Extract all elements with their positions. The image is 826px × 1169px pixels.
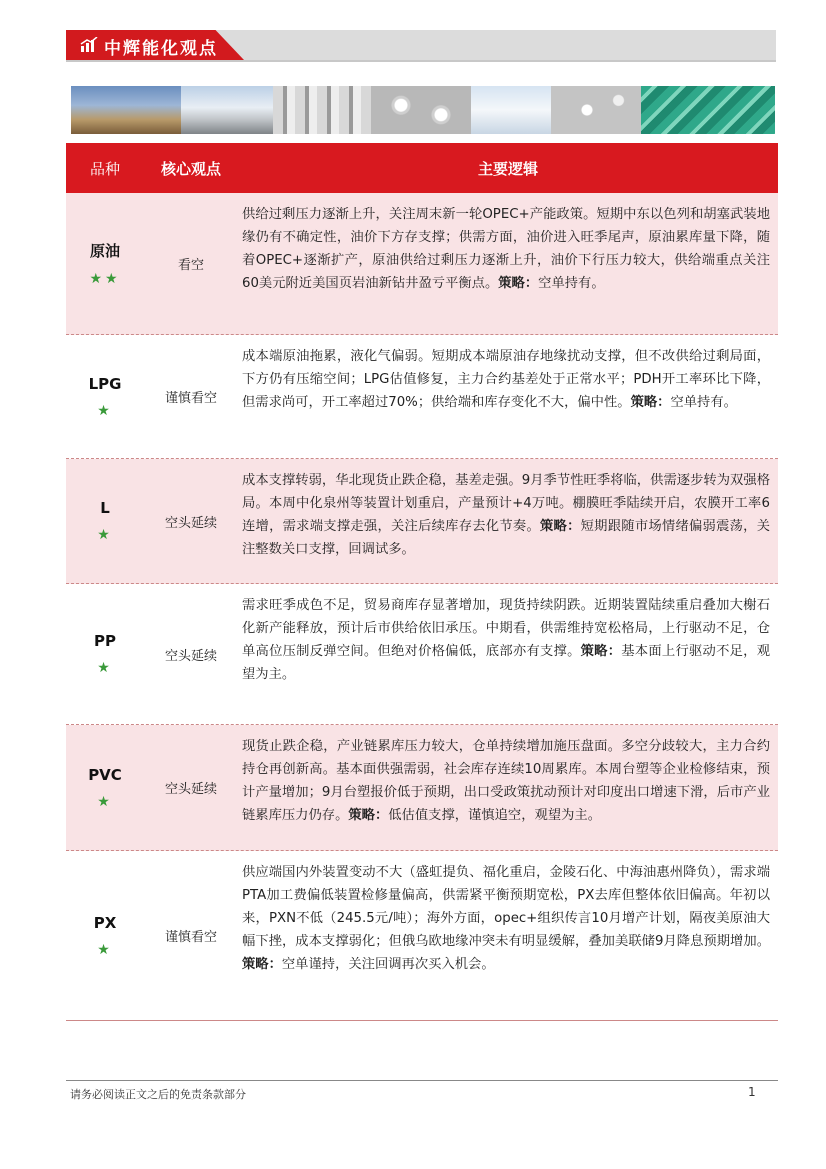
- oil-pump-photo: [71, 86, 181, 134]
- logic-body: 供应端国内外装置变动不大（盛虹提负、福化重启，金陵石化、中海油惠州降负），需求端PTA加工费偏低装置检修量偏高，供需紧平衡预期宽松，PX去库但整体依旧偏高。年初以来，PXN不低（245.5元/吨）；海外方面，opec+组织传言10月增产计划，隔夜美原油大幅下挫，成本支撑弱化；但俄乌欧地缘冲突未有明显缓解，叠加美联储9月降息预期增加。: [242, 865, 770, 949]
- pipes-photo: [273, 86, 371, 134]
- logic-body: 供给过剩压力逐渐上升，关注周末新一轮OPEC+产能政策。短期中东以色列和胡塞武装地缘仍有不确定性，油价下方存支撑；供需方面，油价进入旺季尾声，原油累库量下降，随着OPEC+逐渐扩产，原油供给过剩压力逐渐上升，油价下行压力较大，供给端重点关注60美元附近美国页岩油新钻井盈亏平衡点。: [242, 207, 770, 291]
- logic-text: [238, 584, 778, 724]
- core-view: 谨慎看空: [164, 391, 217, 406]
- core-view: 谨慎看空: [164, 930, 217, 945]
- product-photo-strip: [71, 86, 775, 134]
- logic-text: [238, 851, 778, 1020]
- strategy-text: 空单持有。: [538, 276, 605, 291]
- table-row: [66, 584, 778, 725]
- table-row: [66, 335, 778, 459]
- core-view: 空头延续: [164, 515, 217, 531]
- strategy-text: 空单谨持，关注回调再次买入机会。: [281, 957, 495, 972]
- header-core-view: 核心观点: [160, 159, 221, 178]
- logic-body: 成本端原油拖累，液化气偏弱。短期成本端原油存地缘扰动支撑，但不改供给过剩局面，下方仍有压缩空间；LPG估值修复，主力合约基差处于正常水平；PDH开工率环比下降，但需求尚可，开工率超过70%；供给端和库存变化不大，偏中性。: [242, 349, 770, 410]
- strategy-text: 空单持有。: [670, 395, 737, 410]
- table-header-row: [66, 143, 778, 193]
- table-row: [66, 851, 778, 1021]
- logic-body: 现货止跌企稳，产业链累库压力较大，仓单持续增加施压盘面。多空分歧较大，主力合约持仓再创新高。基本面供强需弱，社会库存连续10周累库。本周台塑等企业检修结束，预计产量增加；9月台塑报价低于预期，出口受政策扰动预计对印度出口增速下滑，后市产业链累库压力仍存。: [242, 739, 770, 823]
- rating-stars: ★: [97, 793, 113, 810]
- granules-photo: [551, 86, 641, 134]
- bar-chart-icon: [80, 37, 98, 53]
- lpg-tank-photo: [181, 86, 273, 134]
- glass-sheets-photo: [641, 86, 775, 134]
- strategy-text: 低估值支撑，谨慎追空，观望为主。: [388, 808, 602, 823]
- logic-text: [238, 459, 778, 583]
- strategy-label: 策略：: [630, 395, 671, 410]
- rating-stars: ★: [97, 941, 113, 958]
- variety-name: LPG: [88, 374, 122, 393]
- views-table: [66, 143, 778, 1021]
- rating-stars: ★: [97, 402, 113, 419]
- table-row: [66, 459, 778, 584]
- strategy-label: 策略：: [580, 644, 622, 659]
- footer-divider: [66, 1080, 778, 1081]
- variety-name: PX: [93, 913, 117, 932]
- strategy-label: 策略：: [242, 957, 282, 972]
- variety-name: L: [100, 499, 110, 517]
- strategy-label: 策略：: [498, 276, 539, 291]
- logic-body: 需求旺季成色不足，贸易商库存显著增加，现货持续阴跌。近期装置陆续重启叠加大榭石化新产能释放，预计后市供给依旧承压。中期看，供需维持宽松格局，上行驱动不足，仓单高位压制反弹空间。但绝对价格偏低，底部亦有支撑。: [242, 598, 770, 659]
- strategy-label: 策略：: [540, 519, 581, 534]
- rating-stars: ★: [97, 527, 113, 543]
- table-row: [66, 725, 778, 851]
- core-view: 看空: [177, 258, 204, 273]
- footer-disclaimer: 请务必阅读正文之后的免责条款部分: [70, 1088, 246, 1101]
- strategy-text: 基本面上行驱动不足，观望为主。: [242, 644, 771, 682]
- header-underline: [66, 60, 776, 62]
- core-view: 空头延续: [164, 648, 217, 664]
- strategy-text: 短期跟随市场情绪偏弱震荡，关注整数关口支撑，回调试多。: [242, 519, 771, 557]
- header-main-logic: 主要逻辑: [477, 159, 538, 178]
- rating-stars: ★: [97, 660, 113, 676]
- pellets-photo: [371, 86, 471, 134]
- header-title: 中辉能化观点: [104, 39, 218, 59]
- logic-text: [238, 193, 778, 334]
- table-row: [66, 193, 778, 335]
- logic-text: [238, 335, 778, 458]
- resin-bag-photo: [471, 86, 551, 134]
- header-variety: 品种: [89, 159, 120, 178]
- variety-name: PP: [94, 632, 116, 650]
- variety-name: 原油: [89, 242, 120, 260]
- logic-body: 成本支撑转弱，华北现货止跌企稳，基差走强。9月季节性旺季将临，供需逐步转为双强格局。本周中化泉州等装置计划重启，产量预计+4万吨。棚膜旺季陆续开启，农膜开工率6连增，需求端支撑走强，关注后续库存去化节奏。: [242, 473, 770, 534]
- report-header-banner: [66, 30, 776, 62]
- logic-text: [238, 725, 778, 850]
- strategy-label: 策略：: [348, 808, 389, 823]
- page-number: 1: [748, 1085, 756, 1099]
- rating-stars: ★★: [89, 271, 121, 287]
- variety-name: PVC: [88, 765, 122, 784]
- core-view: 空头延续: [164, 782, 217, 797]
